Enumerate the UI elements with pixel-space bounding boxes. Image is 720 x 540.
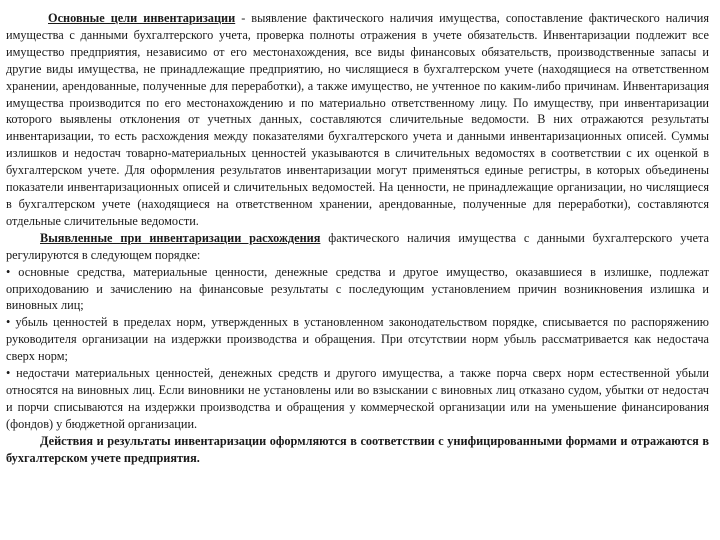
paragraph-discrepancies-text: фактического наличия имущества с данными бухгалтерского учета регулируются в следующем порядке: xyxy=(6,230,709,262)
bullet-item: • недостачи материальных ценностей, денежных средств и другого имущества, а также порча сверх норм естественной убыли относятся на виновных лиц. Если виновники не установлены или во взыскании с виновных лиц отказано судом, убытки от недостач и порчи списываются на издержки производства и обращения у коммерческой организации или на уменьшение финансирования (фондов) у бюджетной организации. xyxy=(6,366,709,431)
paragraph-conclusion: Действия и результаты инвентаризации оформляются в соответствии с унифицированными формами и отражаются в бухгалтерском учете предприятия. xyxy=(6,433,709,465)
bullet-item: • убыль ценностей в пределах норм, утвержденных в установленном законодательством порядке, списывается по распоряжению руководителя организации на издержки производства и обращения. При отсутствии норм убыль рассматривается как недостача сверх норм; xyxy=(6,315,709,364)
term-discrepancies: Выявленные при инвентаризации расхождения xyxy=(40,230,321,245)
document-text xyxy=(6,10,709,466)
paragraph-inventory-goals xyxy=(6,10,709,230)
term-inventory-goals: Основные цели инвентаризации xyxy=(48,11,236,25)
paragraph-inventory-goals-text: - выявление фактического наличия имущества, сопоставление фактического наличия имущества с данными бухгалтерского учета, проверка полноты отражения в учете обязательств. Инвентаризации подлежит все имущество предприятия, независимо от его местонахождения, все виды финансовых обязательств, производственные запасы и другие виды имущества, не принадлежащие предприятию, но числящиеся в бухгалтерском учете (находящиеся на ответственном хранении, арендованные, полученные для переработки), а также имущество, не учтенное по каким-либо причинам. Инвентаризация имущества производится по его местонахождению и по материально ответственному лицу. По имуществу, при инвентаризации которого выявлены отклонения от учетных данных, составляются сличительные ведомости. В них отражаются результаты инвентаризации, то есть расхождения между показателями бухгалтерского учета и данными инвентаризационных описей. Суммы излишков и недостач товарно-материальных ценностей указываются в сличительных ведомостях в соответствии с их оценкой в бухгалтерском учете. Для оформления результатов инвентаризации могут применяться единые регистры, в которых объединены показатели инвентаризационных описей и сличительных ведомостей. На ценности, не принадлежащие организации, но числящиеся в бухгалтерском учете (находящиеся на ответственном хранении, арендованные, полученные для переработки), составляются отдельные сличительные ведомости. xyxy=(6,11,710,228)
paragraph-discrepancies xyxy=(6,230,709,264)
bullet-item: • основные средства, материальные ценности, денежные средства и другое имущество, оказавшиеся в излишке, подлежат оприходованию и зачислению на финансовые результаты с последующим установлением причин возникновения излишка и виновных лиц; xyxy=(6,264,709,313)
